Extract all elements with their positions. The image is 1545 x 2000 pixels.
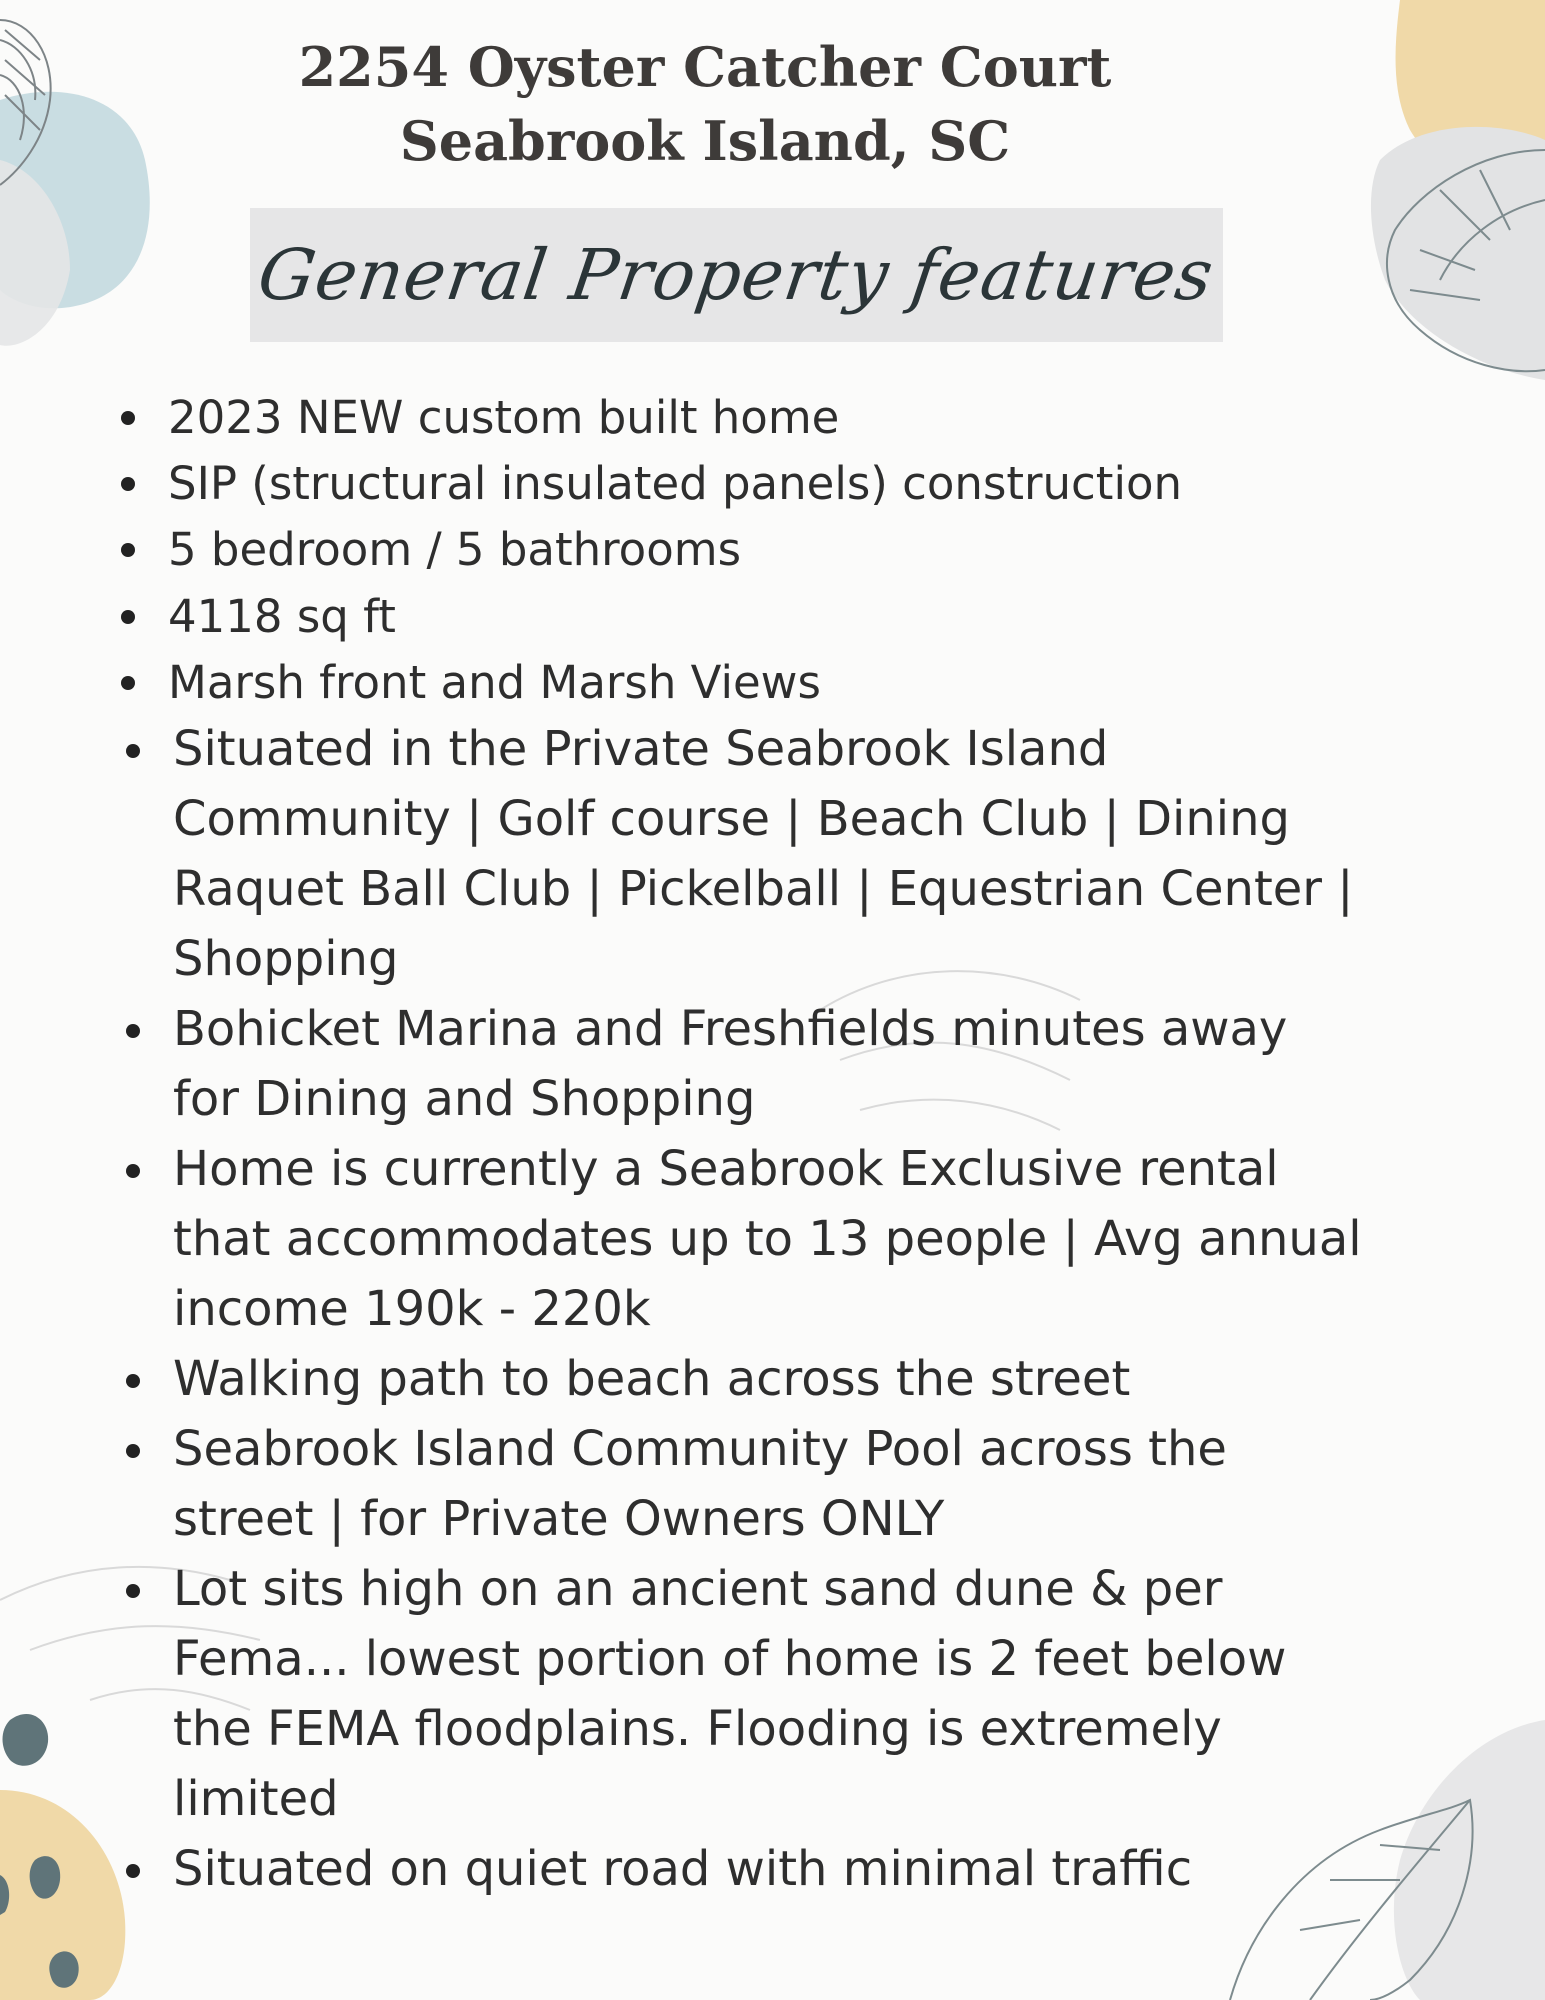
bullet-icon (126, 1444, 140, 1458)
feature-item-line: Situated on quiet road with minimal traffic (173, 1841, 1193, 1897)
feature-item: 4118 sq ft (168, 590, 396, 643)
bullet-icon (126, 744, 140, 758)
feature-item-line: street | for Private Owners ONLY (173, 1491, 945, 1547)
feature-item-line: Seabrook Island Community Pool across the (173, 1421, 1227, 1477)
bullet-icon (126, 1164, 140, 1178)
address-line-2: Seabrook Island, SC (399, 109, 1011, 173)
feature-item-line: Lot sits high on an ancient sand dune & per (173, 1561, 1223, 1617)
gray-blob-top-left (0, 160, 70, 346)
bullet-icon (121, 543, 135, 557)
feature-item-line: Bohicket Marina and Freshfields minutes away (173, 1001, 1288, 1057)
bullet-icon (121, 676, 135, 690)
address-line-1: 2254 Oyster Catcher Court (298, 35, 1112, 99)
feature-item-line: limited (173, 1771, 339, 1827)
feature-item: 5 bedroom / 5 bathrooms (168, 523, 742, 576)
feature-item-line: Situated in the Private Seabrook Island (173, 721, 1109, 777)
feature-item-line: Community | Golf course | Beach Club | Dining (173, 791, 1291, 847)
sand-blob-top-right (1396, 0, 1545, 201)
gray-blob-bottom-right (1394, 1720, 1545, 2000)
bullet-icon (121, 477, 135, 491)
feature-item-line: that accommodates up to 13 people | Avg annual (173, 1211, 1362, 1267)
slate-dot-3 (49, 1951, 78, 1987)
bullet-icon (121, 411, 135, 425)
features-title: General Property features (253, 234, 1220, 316)
features-banner (250, 208, 1223, 342)
feature-item-line: income 190k - 220k (173, 1281, 651, 1337)
feature-item-line: for Dining and Shopping (173, 1071, 756, 1127)
bullet-icon (126, 1374, 140, 1388)
feature-item-line: Shopping (173, 931, 399, 987)
feature-item-line: Walking path to beach across the street (173, 1351, 1131, 1407)
feature-item-line: the FEMA floodplains. Flooding is extremely (173, 1701, 1222, 1757)
slate-dot-4 (0, 1875, 9, 1915)
feature-item: 2023 NEW custom built home (168, 391, 840, 444)
bullet-icon (121, 610, 135, 624)
feature-item: SIP (structural insulated panels) construction (168, 457, 1182, 510)
monstera-leaf-top-right-icon (1387, 150, 1545, 371)
feature-item-line: Home is currently a Seabrook Exclusive rental (173, 1141, 1279, 1197)
feature-item-line: Raquet Ball Club | Pickelball | Equestrian Center | (173, 861, 1354, 917)
bullet-icon (126, 1584, 140, 1598)
slate-dot-1 (3, 1714, 49, 1766)
leaf-bottom-right-icon (1230, 1800, 1473, 2000)
sand-blob-bottom-left (0, 1790, 125, 2000)
slate-dot-2 (30, 1856, 61, 1899)
feature-item: Marsh front and Marsh Views (168, 656, 821, 709)
feature-item-line: Fema... lowest portion of home is 2 feet below (173, 1631, 1287, 1687)
bullet-icon (126, 1024, 140, 1038)
bullet-icon (126, 1864, 140, 1878)
